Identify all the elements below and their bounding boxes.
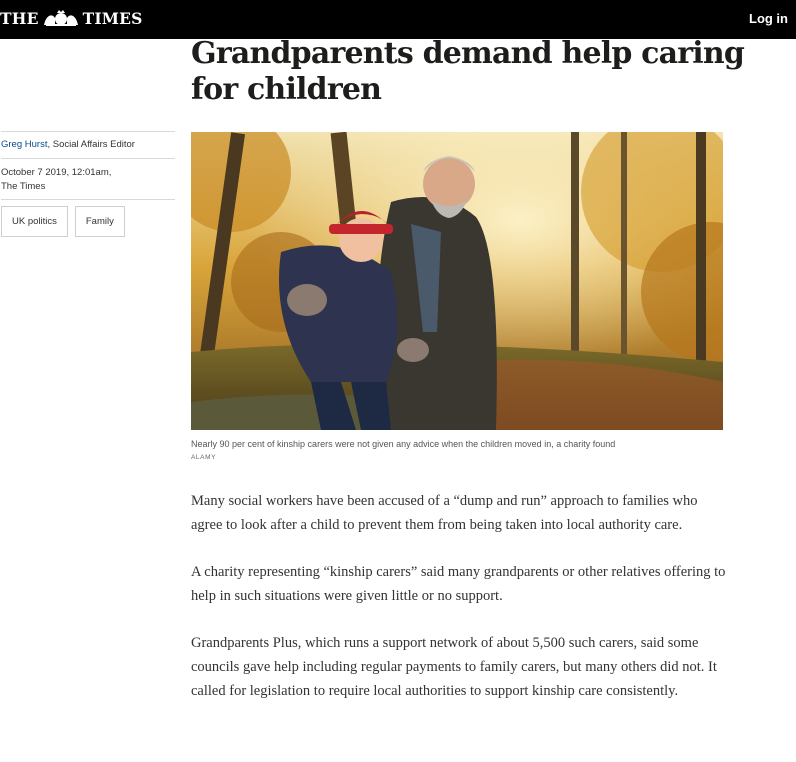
logo-text-the: THE [0,8,39,28]
article-paragraph: A charity representing “kinship carers” said many grandparents or other relatives offering to help in such situations were given little or no support. [191,564,726,604]
royal-crest-icon [42,9,80,27]
publish-date: October 7 2019, 12:01am, [1,167,112,178]
article-paragraph: Grandparents Plus, which runs a support network of about 5,500 such carers, said some councils gave help including regular payments to family carers, but many others did not. It called for legislation to require local authorities to support kinship care consistently. [191,635,717,699]
author-link[interactable]: Greg Hurst [1,139,48,150]
top-navigation-bar [0,0,796,39]
topic-tags [1,200,175,237]
tag-uk-politics[interactable]: UK politics [1,206,68,237]
times-logo[interactable] [0,8,143,28]
article-photo [191,132,723,430]
dateline [1,159,175,199]
article-meta-sidebar [1,131,175,237]
image-caption: Nearly 90 per cent of kinship carers were not given any advice when the children moved in, a charity found [191,439,616,449]
tag-family[interactable]: Family [75,206,125,237]
byline [1,132,175,158]
article-paragraph: Many social workers have been accused of a “dump and run” approach to families who agree to look after a child to prevent them from being taken into local authority care. [191,493,698,533]
image-credit: ALAMY [191,454,217,461]
publication-name: The Times [1,181,46,192]
article-headline: Grandparents demand help caring for children [191,36,745,107]
autumn-woodland-photo [191,132,723,430]
logo-text-times: TIMES [82,8,143,28]
author-role: , Social Affairs Editor [47,139,135,150]
article-body [191,489,731,726]
login-button[interactable]: Log in [749,11,788,26]
